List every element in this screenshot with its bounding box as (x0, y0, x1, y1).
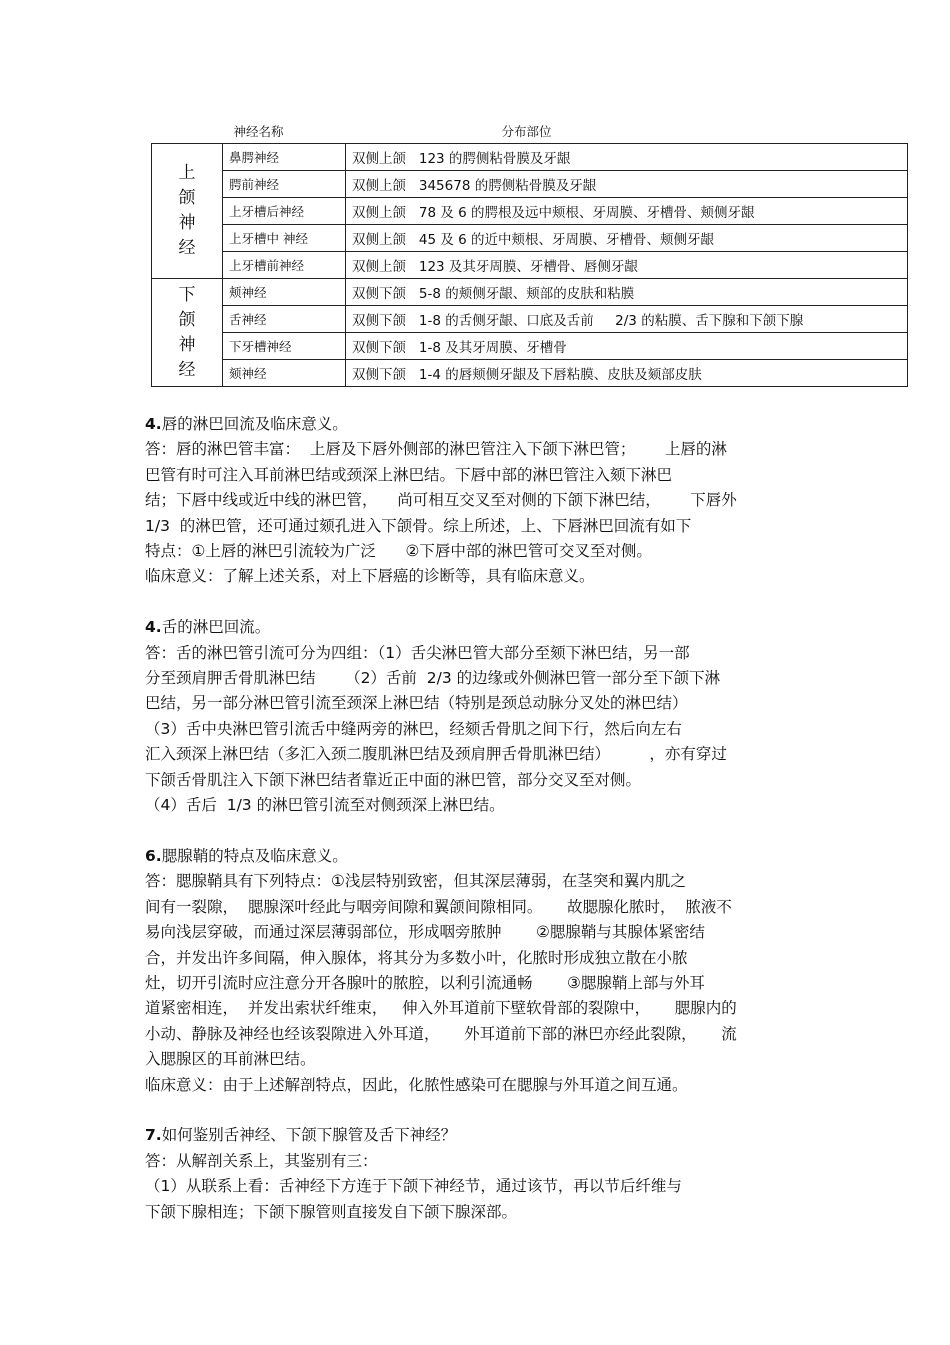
nerve-name-cell: 鼻腭神经 (223, 144, 346, 171)
group-label-char: 上 (178, 163, 196, 183)
text-line: 合，并发出许多间隔，伸入腺体，将其分为多数小叶，化脓时形成独立散在小脓 (145, 948, 688, 967)
table-row (152, 144, 908, 171)
section-heading (145, 615, 825, 640)
section-heading (145, 844, 825, 869)
text-line: 临床意义：由于上述解剖特点，因此，化脓性感染可在腮腺与外耳道之间互通。 (145, 1075, 688, 1094)
table-header-row (152, 119, 908, 144)
header-nerve-name: 神经名称 (233, 124, 284, 139)
text-line: 临床意义：了解上述关系，对上下唇癌的诊断等，具有临床意义。 (145, 567, 595, 586)
distribution-cell: 双侧上颌 45 及 6 的近中颊根、牙周膜、牙槽骨、颊侧牙龈 (346, 225, 908, 252)
group-label-char: 下 (178, 284, 196, 305)
section-number: 6. (145, 846, 162, 865)
header-distribution: 分布部位 (501, 124, 552, 139)
group-label-char: 颌 (178, 309, 196, 330)
group-label-char: 经 (178, 359, 196, 380)
section-number: 7. (145, 1126, 162, 1145)
body-text (145, 412, 825, 1225)
section-number: 4. (145, 618, 162, 637)
nerve-name-cell: 下牙槽神经 (223, 333, 346, 360)
distribution-cell: 双侧下颌 5-8 的颊侧牙龈、颊部的皮肤和粘膜 (346, 279, 908, 306)
nerve-name-cell: 上牙槽中 神经 (223, 225, 346, 252)
table-row (152, 306, 908, 333)
nerve-name-cell: 上牙槽前神经 (223, 252, 346, 279)
distribution-cell: 双侧上颌 78 及 6 的腭根及远中颊根、牙周膜、牙槽骨、颊侧牙龈 (346, 198, 908, 225)
nerve-name-cell: 颏神经 (223, 360, 346, 387)
text-line: 答：唇的淋巴管丰富： 上唇及下唇外侧部的淋巴管注入下颌下淋巴管； 上唇的淋 (145, 440, 727, 459)
section-spacer (145, 590, 825, 615)
distribution-cell: 双侧下颌 1-8 的舌侧牙龈、口底及舌前 2/3 的粘膜、舌下腺和下颌下腺 (346, 306, 908, 333)
table-row (152, 252, 908, 279)
text-line: 答：从解剖关系上，其鉴别有三： (145, 1151, 378, 1170)
text-line: 入腮腺区的耳前淋巴结。 (145, 1050, 316, 1069)
text-line: （4）舌后 1/3 的淋巴管引流至对侧颈深上淋巴结。 (145, 796, 505, 815)
text-line: 间有一裂隙， 腮腺深叶经此与咽旁间隙和翼颌间隙相同。 故腮腺化脓时， 脓液不 (145, 897, 732, 916)
section-number: 4. (145, 415, 162, 433)
text-line: 巴管有时可注入耳前淋巴结或颈深上淋巴结。下唇中部的淋巴管注入颏下淋巴 (145, 465, 673, 484)
section-heading (145, 412, 825, 437)
section-title: 腮腺鞘的特点及临床意义。 (161, 846, 348, 865)
table-row (152, 360, 908, 387)
text-line: 小动、静脉及神经也经该裂隙进入外耳道， 外耳道前下部的淋巴亦经此裂隙， 流 (145, 1024, 737, 1043)
nerve-name-cell: 上牙槽后神经 (223, 198, 346, 225)
section-spacer (145, 1098, 825, 1123)
text-line: 分至颈肩胛舌骨肌淋巴结 （2）舌前 2/3 的边缘或外侧淋巴管一部分至下颌下淋 (145, 669, 721, 688)
table-row (152, 225, 908, 252)
nerve-name-cell: 腭前神经 (223, 171, 346, 198)
nerve-name-cell: 颊神经 (223, 279, 346, 306)
text-line: 1/3 的淋巴管，还可通过颏孔进入下颌骨。综上所述，上、下唇淋巴回流有如下 (145, 516, 692, 535)
distribution-cell: 双侧下颌 1-8 及其牙周膜、牙槽骨 (346, 333, 908, 360)
text-line: 答：舌的淋巴管引流可分为四组：（1）舌尖淋巴管大部分至颏下淋巴结，另一部 (145, 643, 690, 662)
nerve-distribution-table (151, 119, 908, 387)
text-line: 易向浅层穿破，而通过深层薄弱部位，形成咽旁脓肿 ②腮腺鞘与其腺体紧密结 (145, 923, 705, 942)
distribution-cell: 双侧上颌 123 的腭侧粘骨膜及牙龈 (346, 144, 908, 171)
section-spacer (145, 818, 825, 843)
nerve-name-cell: 舌神经 (223, 306, 346, 333)
group-label-char: 神 (178, 334, 196, 355)
section-heading (145, 1123, 825, 1148)
text-line: 汇入颈深上淋巴结（多汇入颈二腹肌淋巴结及颈肩胛舌骨肌淋巴结） ，亦有穿过 (145, 745, 727, 764)
distribution-cell: 双侧上颌 345678 的腭侧粘骨膜及牙龈 (346, 171, 908, 198)
table-row (152, 171, 908, 198)
text-line: 结；下唇中线或近中线的淋巴管， 尚可相互交叉至对侧的下颌下淋巴结， 下唇外 (145, 491, 737, 510)
distribution-cell: 双侧上颌 123 及其牙周膜、牙槽骨、唇侧牙龈 (346, 252, 908, 279)
nerve-group-label (152, 144, 223, 279)
group-label-char: 经 (178, 238, 196, 258)
section-title: 唇的淋巴回流及临床意义。 (161, 415, 348, 433)
text-line: 下颌下腺相连；下颌下腺管则直接发自下颌下腺深部。 (145, 1202, 518, 1221)
text-line: 下颌舌骨肌注入下颌下淋巴结者靠近正中面的淋巴管，部分交叉至对侧。 (145, 770, 642, 789)
text-line: 灶，切开引流时应注意分开各腺叶的脓腔，以利引流通畅 ③腮腺鞘上部与外耳 (145, 973, 705, 992)
text-line: 答：腮腺鞘具有下列特点：①浅层特别致密，但其深层薄弱，在茎突和翼内肌之 (145, 872, 686, 891)
table-row (152, 198, 908, 225)
text-line: （1）从联系上看：舌神经下方连于下颌下神经节，通过该节，再以节后纤维与 (145, 1177, 682, 1196)
text-line: 特点：①上唇的淋巴引流较为广泛 ②下唇中部的淋巴管可交叉至对侧。 (145, 542, 652, 561)
table-row (152, 279, 908, 306)
text-line: 巴结，另一部分淋巴管引流至颈深上淋巴结（特别是颈总动脉分叉处的淋巴结） (145, 694, 688, 713)
section-title: 如何鉴别舌神经、下颌下腺管及舌下神经？ (161, 1126, 457, 1145)
group-label-char: 神 (178, 213, 196, 233)
nerve-group-label (152, 279, 223, 387)
text-line: 道紧密相连， 并发出索状纤维束， 伸入外耳道前下壁软骨部的裂隙中， 腮腺内的 (145, 999, 737, 1018)
table-row (152, 333, 908, 360)
section-title: 舌的淋巴回流。 (161, 618, 271, 637)
text-line: （3）舌中央淋巴管引流舌中缝两旁的淋巴，经颏舌骨肌之间下行，然后向左右 (145, 719, 682, 738)
distribution-cell: 双侧下颌 1-4 的唇颊侧牙龈及下唇粘膜、皮肤及颏部皮肤 (346, 360, 908, 387)
group-label-char: 颌 (178, 188, 196, 208)
